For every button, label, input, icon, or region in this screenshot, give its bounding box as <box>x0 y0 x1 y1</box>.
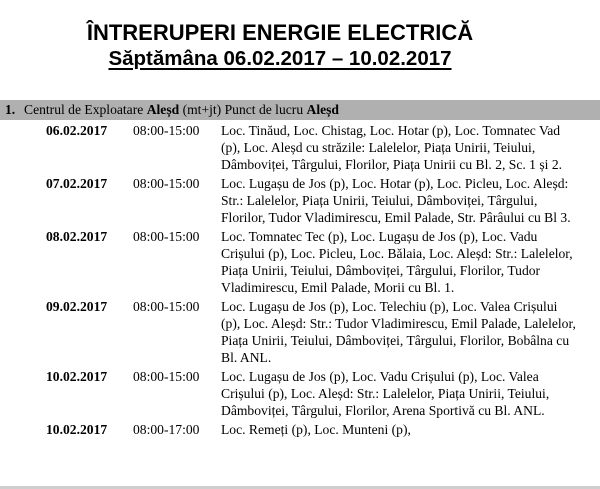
schedule-row <box>46 368 600 419</box>
date-cell: 09.02.2017 <box>46 299 108 314</box>
section-number: 1. <box>5 102 16 117</box>
page-subtitle: Săptămâna 06.02.2017 – 10.02.2017 <box>108 47 452 70</box>
page-title: ÎNTRERUPERI ENERGIE ELECTRICĂ <box>86 20 474 45</box>
section-header <box>0 100 600 120</box>
locations-cell: Loc. Lugașu de Jos (p), Loc. Vadu Crișului (p), Loc. Valea Crișului (p), Loc. Aleșd: Str.: Lalelelor, Piața Unirii, Teiului, Dâmboviței, Târgului, Florilor, Arena Sportivă cu Bl. ANL. <box>221 369 550 418</box>
date-cell: 10.02.2017 <box>46 422 108 437</box>
section-text-middle: (mt+jt) Punct de lucru <box>179 102 307 117</box>
time-cell: 08:00-15:00 <box>133 176 200 191</box>
time-cell: 08:00-15:00 <box>133 229 200 244</box>
time-cell: 08:00-15:00 <box>133 369 200 384</box>
locations-cell: Loc. Tomnatec Tec (p), Loc. Lugașu de Jos (p), Loc. Vadu Crișului (p), Loc. Picleu, Loc. Bălaia, Loc. Aleșd: Str.: Lalelelor, Piața Unirii, Teiului, Dâmboviței, Târgului, Florilor, Tudor Vladimirescu, Emil Palade, Morii cu Bl. 1. <box>221 229 573 295</box>
schedule-row <box>46 421 600 438</box>
date-cell: 10.02.2017 <box>46 369 108 384</box>
schedule-row <box>46 298 600 366</box>
schedule-row <box>46 122 600 173</box>
section-title <box>24 101 339 119</box>
date-cell: 08.02.2017 <box>46 229 108 244</box>
locations-cell: Loc. Lugașu de Jos (p), Loc. Telechiu (p), Loc. Valea Crișului (p), Loc. Aleșd: Str.: Tudor Vladimirescu, Emil Palade, Lalelelor, Piața Unirii, Teiului, Dâmboviței, Târgului, Florilor, Bobâlna cu Bl. ANL. <box>221 299 576 365</box>
locations-cell: Loc. Remeți (p), Loc. Munteni (p), <box>221 422 411 437</box>
title-block <box>0 0 600 72</box>
schedule-table <box>0 122 600 438</box>
section-center-name: Aleșd <box>146 102 180 117</box>
time-cell: 08:00-15:00 <box>133 123 200 138</box>
locations-cell: Loc. Lugașu de Jos (p), Loc. Hotar (p), Loc. Picleu, Loc. Aleșd: Str.: Lalelelor, Piața Unirii, Teiului, Dâmboviței, Târgului, Florilor, Tudor Vladimirescu, Emil Palade, Str. Pârâului cu Bl 3. <box>221 176 571 225</box>
date-cell: 06.02.2017 <box>46 123 108 138</box>
section-text-before: Centrul de Exploatare <box>24 102 147 117</box>
time-cell: 08:00-17:00 <box>133 422 200 437</box>
section-point-name: Aleșd <box>306 102 339 117</box>
locations-cell: Loc. Tinăud, Loc. Chistag, Loc. Hotar (p), Loc. Tomnatec Vad (p), Loc. Aleșd cu străzile: Lalelelor, Piața Unirii, Teiului, Dâmboviței, Târgului, Florilor, Piața Unirii cu Bl. 2, Sc. 1 și 2. <box>221 123 563 172</box>
schedule-row <box>46 228 600 296</box>
time-cell: 08:00-15:00 <box>133 299 200 314</box>
schedule-row <box>46 175 600 226</box>
date-cell: 07.02.2017 <box>46 176 108 191</box>
